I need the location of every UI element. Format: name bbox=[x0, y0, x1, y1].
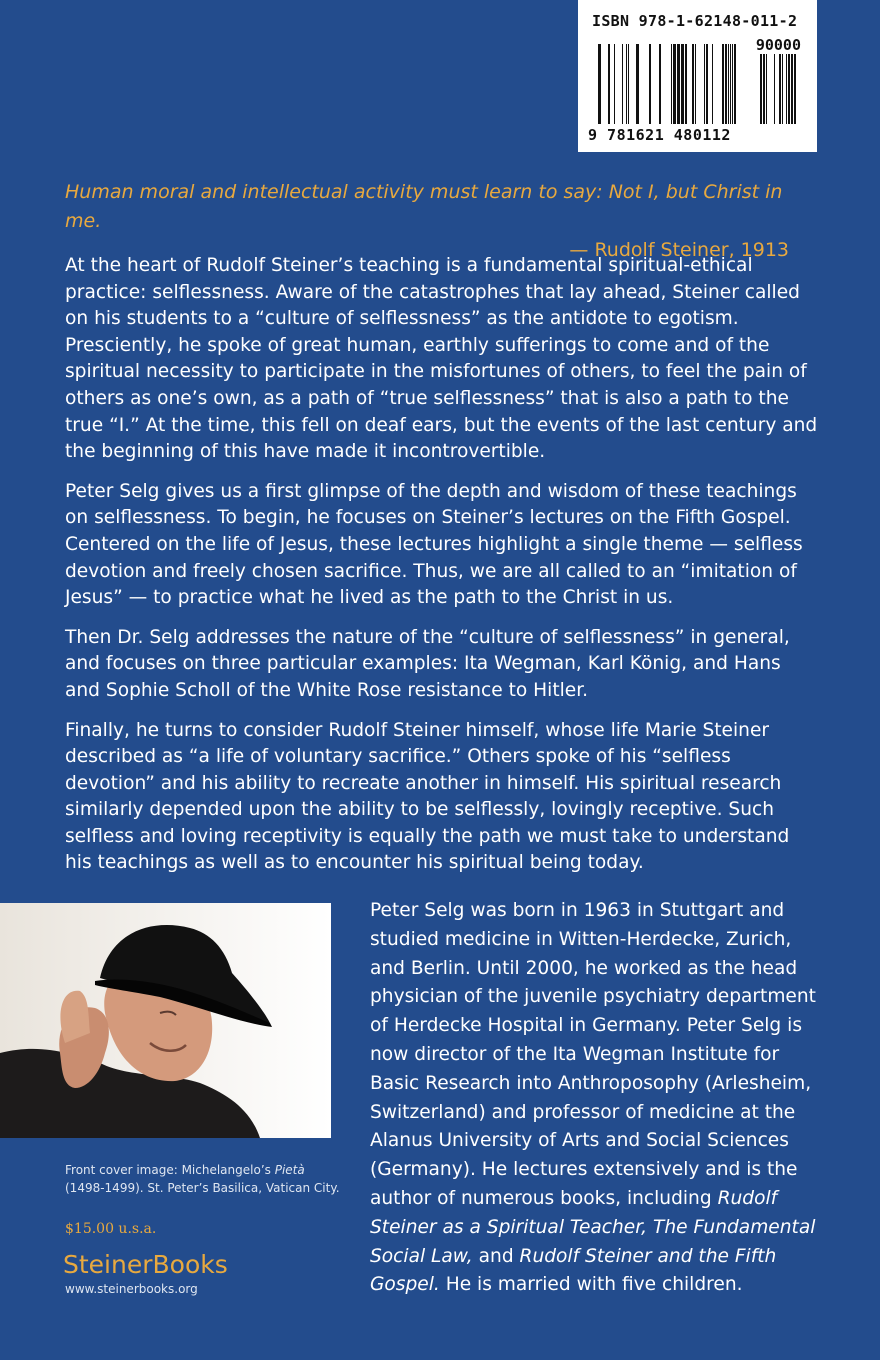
author-portrait-illustration bbox=[0, 903, 331, 1138]
bio-book-title: Rudolf Steiner and the Fifth Gospel. bbox=[370, 1245, 777, 1296]
price-label: $15.00 u.s.a. bbox=[65, 1221, 157, 1237]
isbn-barcode bbox=[578, 0, 817, 152]
barcode-digits: 9 781621 480112 bbox=[588, 126, 731, 144]
caption-artwork-title: Pietà bbox=[274, 1163, 305, 1177]
publisher-website: www.steinerbooks.org bbox=[65, 1282, 198, 1296]
epigraph-text: Human moral and intellectual activity must learn to say: Not I, but Christ in me. bbox=[65, 181, 783, 232]
author-photo bbox=[0, 903, 331, 1138]
epigraph bbox=[65, 178, 795, 265]
description-paragraph: Finally, he turns to consider Rudolf Steiner himself, whose life Marie Steiner described as “a life of voluntary sacrifice.” Others spoke of his “selfless devotion” and his ability to recreate another in himself. His spiritual research similarly depended upon the ability to be selflessly, lovingly receptive. Such selfless and loving receptivity is equally the path we must take to understand his teachings as well as to encounter his spiritual being today. bbox=[65, 719, 790, 874]
publisher-logo: SteinerBooks bbox=[63, 1250, 228, 1279]
barcode-bars bbox=[598, 44, 738, 124]
bio-text: Peter Selg was born in 1963 in Stuttgart and studied medicine in Witten-Herdecke, Zurich, and Berlin. Until 2000, he worked as the head physician of the juvenile psychiatry department of Herdecke Hospital in Germany. Peter Selg is now director of the Ita Wegman Institute for Basic Research into Anthroposophy (Arlesheim, Switzerland) and professor of medicine at the Alanus University of Arts and Social Sciences (Germany). He lectures extensively and is the author of numerous books, including bbox=[370, 900, 816, 1209]
bio-book-titles: Rudolf Steiner as a Spiritual Teacher, The Fundamental Social Law, bbox=[370, 1187, 816, 1267]
author-bio bbox=[370, 897, 820, 1300]
barcode-addon-bars bbox=[750, 54, 802, 124]
price-code: 90000 bbox=[755, 36, 801, 54]
cover-image-caption bbox=[65, 1161, 345, 1197]
description-paragraph: Peter Selg gives us a first glimpse of the depth and wisdom of these teachings on selflessness. To begin, he focuses on Steiner’s lectures on the Fifth Gospel. Centered on the life of Jesus, these lectures highlight a single theme — selfless devotion and freely chosen sacrifice. Thus, we are all called to an “imitation of Jesus” — to practice what he lived as the path to the Christ in us. bbox=[65, 480, 803, 609]
isbn-text: ISBN 978-1-62148-011-2 bbox=[592, 12, 798, 30]
bio-conjunction: and bbox=[472, 1245, 520, 1267]
caption-prefix: Front cover image: Michelangelo’s bbox=[65, 1163, 275, 1177]
caption-suffix: (1498-1499). St. Peter’s Basilica, Vatican City. bbox=[65, 1181, 340, 1195]
bio-closing: He is married with five children. bbox=[439, 1274, 743, 1296]
description-paragraph: At the heart of Rudolf Steiner’s teaching is a fundamental spiritual-ethical practice: selflessness. Aware of the catastrophes that lay ahead, Steiner called on his students to a “culture of selflessness” as the antidote to egotism. Presciently, he spoke of great human, earthly sufferings to come and of the spiritual necessity to participate in the misfortunes of others, to feel the pain of others as one’s own, as a path of “true selflessness” that is also a path to the true “I.” At the time, this fell on deaf ears, but the events of the last century and the beginning of this have made it incontrovertible. bbox=[65, 255, 818, 463]
epigraph-attribution: — Rudolf Steiner, 1913 bbox=[569, 239, 789, 261]
description-paragraph: Then Dr. Selg addresses the nature of the “culture of selflessness” in general, and focuses on three particular examples: Ita Wegman, Karl König, and Hans and Sophie Scholl of the White Rose resistance to Hitler. bbox=[65, 626, 790, 701]
book-description bbox=[65, 253, 820, 890]
